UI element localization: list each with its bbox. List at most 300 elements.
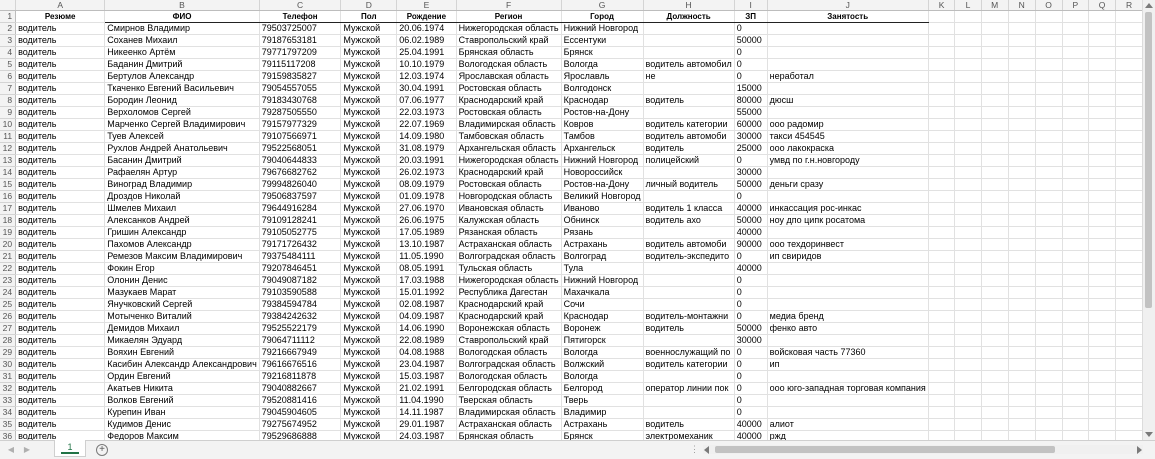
cell[interactable]: медиа бренд bbox=[767, 311, 928, 323]
cell[interactable]: 40000 bbox=[734, 263, 767, 275]
cell[interactable]: Акатьев Никита bbox=[105, 383, 260, 395]
cell[interactable] bbox=[1062, 395, 1089, 407]
cell[interactable] bbox=[981, 83, 1008, 95]
cell[interactable] bbox=[928, 107, 955, 119]
cell[interactable]: Мужской bbox=[341, 59, 397, 71]
cell[interactable]: Ремезов Максим Владимирович bbox=[105, 251, 260, 263]
cell[interactable]: алиот bbox=[767, 419, 928, 431]
cell[interactable]: ооо техдоринвест bbox=[767, 239, 928, 251]
cell[interactable]: 79171726432 bbox=[259, 239, 341, 251]
cell[interactable] bbox=[1008, 347, 1035, 359]
cell[interactable] bbox=[1116, 203, 1143, 215]
cell[interactable] bbox=[1116, 215, 1143, 227]
cell[interactable] bbox=[1062, 311, 1089, 323]
column-header-r[interactable]: R bbox=[1116, 0, 1143, 11]
cell[interactable]: 40000 bbox=[734, 419, 767, 431]
cell[interactable]: 29.01.1987 bbox=[397, 419, 456, 431]
cell[interactable]: Басанин Дмитрий bbox=[105, 155, 260, 167]
row-number[interactable]: 19 bbox=[0, 227, 16, 239]
cell[interactable]: Мужской bbox=[341, 47, 397, 59]
cell[interactable]: Мужской bbox=[341, 83, 397, 95]
cell[interactable]: 0 bbox=[734, 395, 767, 407]
cell[interactable]: 79040644833 bbox=[259, 155, 341, 167]
cell[interactable] bbox=[928, 191, 955, 203]
cell[interactable] bbox=[1116, 323, 1143, 335]
cell[interactable] bbox=[928, 239, 955, 251]
cell[interactable]: Мужской bbox=[341, 347, 397, 359]
cell[interactable] bbox=[955, 239, 981, 251]
cell[interactable] bbox=[928, 119, 955, 131]
cell[interactable] bbox=[1035, 299, 1062, 311]
cell[interactable] bbox=[928, 263, 955, 275]
cell[interactable] bbox=[1062, 335, 1089, 347]
cell[interactable] bbox=[1062, 191, 1089, 203]
cell[interactable]: 40000 bbox=[734, 227, 767, 239]
cell[interactable] bbox=[1062, 119, 1089, 131]
cell[interactable] bbox=[955, 119, 981, 131]
cell[interactable]: Краснодарский край bbox=[456, 95, 561, 107]
cell[interactable]: Алексанков Андрей bbox=[105, 215, 260, 227]
cell[interactable] bbox=[955, 371, 981, 383]
cell[interactable] bbox=[1062, 371, 1089, 383]
cell[interactable] bbox=[955, 419, 981, 431]
cell[interactable]: 22.08.1989 bbox=[397, 335, 456, 347]
row-number[interactable]: 26 bbox=[0, 311, 16, 323]
cell[interactable] bbox=[1008, 155, 1035, 167]
cell[interactable]: Ставропольский край bbox=[456, 35, 561, 47]
cell[interactable]: Верхоломов Сергей bbox=[105, 107, 260, 119]
cell[interactable]: 79049087182 bbox=[259, 275, 341, 287]
cell[interactable] bbox=[955, 35, 981, 47]
cell[interactable]: 11.05.1990 bbox=[397, 251, 456, 263]
cell[interactable]: оператор линии пок bbox=[643, 383, 734, 395]
cell[interactable]: Нижний Новгород bbox=[561, 275, 643, 287]
cell[interactable]: Нижегородская область bbox=[456, 275, 561, 287]
cell[interactable]: 79040882667 bbox=[259, 383, 341, 395]
cell[interactable] bbox=[1035, 371, 1062, 383]
cell[interactable]: 79644916284 bbox=[259, 203, 341, 215]
cell[interactable]: 24.03.1987 bbox=[397, 431, 456, 441]
cell[interactable] bbox=[981, 107, 1008, 119]
header-cell[interactable]: Занятость bbox=[767, 11, 928, 23]
cell[interactable]: Ростов-на-Дону bbox=[561, 179, 643, 191]
add-sheet-button[interactable] bbox=[96, 444, 108, 456]
cell[interactable]: 01.09.1978 bbox=[397, 191, 456, 203]
cell[interactable]: 79520881416 bbox=[259, 395, 341, 407]
cell[interactable]: 40000 bbox=[734, 203, 767, 215]
cell[interactable] bbox=[1116, 227, 1143, 239]
cell[interactable] bbox=[928, 383, 955, 395]
cell[interactable] bbox=[1008, 35, 1035, 47]
cell[interactable] bbox=[981, 347, 1008, 359]
cell[interactable]: 79994826040 bbox=[259, 179, 341, 191]
cell[interactable] bbox=[955, 275, 981, 287]
cell[interactable] bbox=[981, 95, 1008, 107]
cell[interactable]: 0 bbox=[734, 251, 767, 263]
cell[interactable]: водитель bbox=[16, 155, 105, 167]
cell[interactable]: водитель bbox=[16, 251, 105, 263]
cell[interactable] bbox=[1035, 239, 1062, 251]
cell[interactable] bbox=[981, 179, 1008, 191]
cell[interactable] bbox=[1035, 395, 1062, 407]
cell[interactable] bbox=[1062, 407, 1089, 419]
cell[interactable] bbox=[1089, 23, 1116, 35]
cell[interactable]: Краснодар bbox=[561, 95, 643, 107]
cell[interactable] bbox=[1116, 131, 1143, 143]
row-number[interactable]: 13 bbox=[0, 155, 16, 167]
cell[interactable]: ооо юго-западная торговая компания bbox=[767, 383, 928, 395]
cell[interactable] bbox=[955, 395, 981, 407]
cell[interactable] bbox=[955, 287, 981, 299]
cell[interactable]: Тверская область bbox=[456, 395, 561, 407]
cell[interactable]: Нижегородская область bbox=[456, 23, 561, 35]
cell[interactable] bbox=[1008, 419, 1035, 431]
cell[interactable] bbox=[955, 23, 981, 35]
cell[interactable]: 79054557055 bbox=[259, 83, 341, 95]
cell[interactable] bbox=[955, 71, 981, 83]
cell[interactable]: Астрахань bbox=[561, 239, 643, 251]
cell[interactable]: 21.02.1991 bbox=[397, 383, 456, 395]
cell[interactable]: Архангельская область bbox=[456, 143, 561, 155]
cell[interactable]: 0 bbox=[734, 59, 767, 71]
cell[interactable] bbox=[1035, 323, 1062, 335]
cell[interactable]: 79771797209 bbox=[259, 47, 341, 59]
cell[interactable] bbox=[981, 323, 1008, 335]
cell[interactable] bbox=[1062, 23, 1089, 35]
cell[interactable]: Вологодская область bbox=[456, 59, 561, 71]
cell[interactable]: Мужской bbox=[341, 155, 397, 167]
cell[interactable] bbox=[1062, 167, 1089, 179]
cell[interactable]: Вологодская область bbox=[456, 371, 561, 383]
row-number[interactable]: 35 bbox=[0, 419, 16, 431]
row-number[interactable]: 16 bbox=[0, 191, 16, 203]
cell[interactable] bbox=[928, 179, 955, 191]
cell[interactable] bbox=[955, 203, 981, 215]
cell[interactable] bbox=[1089, 275, 1116, 287]
cell[interactable]: Мужской bbox=[341, 419, 397, 431]
cell[interactable]: водитель bbox=[16, 59, 105, 71]
cell[interactable] bbox=[767, 47, 928, 59]
cell[interactable]: Владимирская область bbox=[456, 119, 561, 131]
cell[interactable]: Мужской bbox=[341, 71, 397, 83]
cell[interactable]: 79105052775 bbox=[259, 227, 341, 239]
cell[interactable]: 90000 bbox=[734, 239, 767, 251]
cell[interactable]: 79109128241 bbox=[259, 215, 341, 227]
cell[interactable] bbox=[981, 143, 1008, 155]
cell[interactable]: 79384242632 bbox=[259, 311, 341, 323]
cell[interactable] bbox=[1116, 395, 1143, 407]
cell[interactable] bbox=[1008, 203, 1035, 215]
cell[interactable]: Бертулов Александр bbox=[105, 71, 260, 83]
cell[interactable]: Мужской bbox=[341, 215, 397, 227]
cell[interactable] bbox=[1062, 275, 1089, 287]
cell[interactable]: Мужской bbox=[341, 251, 397, 263]
cell[interactable] bbox=[955, 359, 981, 371]
cell[interactable] bbox=[928, 359, 955, 371]
cell[interactable]: 79375484111 bbox=[259, 251, 341, 263]
cell[interactable] bbox=[1008, 227, 1035, 239]
cell[interactable]: Мужской bbox=[341, 299, 397, 311]
cell[interactable]: Ярославская область bbox=[456, 71, 561, 83]
cell[interactable] bbox=[1116, 431, 1143, 441]
cell[interactable]: 20.03.1991 bbox=[397, 155, 456, 167]
cell[interactable]: Владимир bbox=[561, 407, 643, 419]
cell[interactable] bbox=[767, 191, 928, 203]
header-cell[interactable] bbox=[928, 11, 955, 23]
cell[interactable] bbox=[928, 299, 955, 311]
cell[interactable]: 79216811878 bbox=[259, 371, 341, 383]
cell[interactable] bbox=[1089, 347, 1116, 359]
cell[interactable]: Мужской bbox=[341, 203, 397, 215]
cell[interactable] bbox=[1062, 299, 1089, 311]
cell[interactable] bbox=[767, 263, 928, 275]
cell[interactable]: водитель bbox=[16, 71, 105, 83]
cell[interactable]: Соханев Михаил bbox=[105, 35, 260, 47]
cell[interactable]: 27.06.1970 bbox=[397, 203, 456, 215]
cell[interactable] bbox=[1062, 347, 1089, 359]
cell[interactable] bbox=[1089, 383, 1116, 395]
cell[interactable] bbox=[955, 191, 981, 203]
cell[interactable] bbox=[1008, 407, 1035, 419]
cell[interactable]: 14.06.1990 bbox=[397, 323, 456, 335]
cell[interactable]: Мужской bbox=[341, 395, 397, 407]
cell[interactable]: Ивановская область bbox=[456, 203, 561, 215]
cell[interactable]: 25.04.1991 bbox=[397, 47, 456, 59]
cell[interactable]: водитель bbox=[16, 35, 105, 47]
cell[interactable] bbox=[643, 299, 734, 311]
cell[interactable] bbox=[1035, 191, 1062, 203]
header-cell[interactable]: ФИО bbox=[105, 11, 260, 23]
cell[interactable] bbox=[767, 371, 928, 383]
header-cell[interactable] bbox=[1008, 11, 1035, 23]
cell[interactable] bbox=[1035, 47, 1062, 59]
cell[interactable]: Вологда bbox=[561, 371, 643, 383]
cell[interactable] bbox=[981, 419, 1008, 431]
cell[interactable] bbox=[928, 167, 955, 179]
cell[interactable] bbox=[643, 395, 734, 407]
cell[interactable] bbox=[1089, 107, 1116, 119]
cell[interactable] bbox=[1062, 59, 1089, 71]
cell[interactable] bbox=[1116, 239, 1143, 251]
cell[interactable]: Вологодская область bbox=[456, 347, 561, 359]
row-number[interactable]: 8 bbox=[0, 95, 16, 107]
cell[interactable] bbox=[981, 383, 1008, 395]
cell[interactable] bbox=[981, 395, 1008, 407]
cell[interactable] bbox=[955, 311, 981, 323]
cell[interactable]: водитель bbox=[16, 215, 105, 227]
cell[interactable] bbox=[1008, 131, 1035, 143]
cell[interactable]: 26.06.1975 bbox=[397, 215, 456, 227]
cell[interactable] bbox=[928, 227, 955, 239]
cell[interactable]: Микаелян Эдуард bbox=[105, 335, 260, 347]
cell[interactable] bbox=[767, 59, 928, 71]
cell[interactable]: Владимирская область bbox=[456, 407, 561, 419]
cell[interactable]: Тамбовская область bbox=[456, 131, 561, 143]
cell[interactable] bbox=[1089, 395, 1116, 407]
cell[interactable]: Ростов-на-Дону bbox=[561, 107, 643, 119]
cell[interactable] bbox=[928, 155, 955, 167]
cell[interactable]: Марченко Сергей Владимирович bbox=[105, 119, 260, 131]
cell[interactable]: 17.03.1988 bbox=[397, 275, 456, 287]
cell[interactable]: 08.05.1991 bbox=[397, 263, 456, 275]
cell[interactable] bbox=[1035, 179, 1062, 191]
cell[interactable] bbox=[1089, 131, 1116, 143]
cell[interactable] bbox=[1089, 323, 1116, 335]
cell[interactable] bbox=[1116, 95, 1143, 107]
column-header-f[interactable]: F bbox=[456, 0, 561, 11]
cell[interactable]: фенко авто bbox=[767, 323, 928, 335]
cell[interactable] bbox=[643, 35, 734, 47]
cell[interactable]: 04.09.1987 bbox=[397, 311, 456, 323]
cell[interactable] bbox=[1035, 263, 1062, 275]
row-number[interactable]: 4 bbox=[0, 47, 16, 59]
cell[interactable] bbox=[1089, 215, 1116, 227]
cell[interactable]: 31.08.1979 bbox=[397, 143, 456, 155]
scroll-down-icon[interactable] bbox=[1145, 432, 1153, 437]
cell[interactable]: Воронежская область bbox=[456, 323, 561, 335]
cell[interactable] bbox=[981, 335, 1008, 347]
cell[interactable] bbox=[981, 71, 1008, 83]
cell[interactable] bbox=[643, 107, 734, 119]
cell[interactable] bbox=[981, 371, 1008, 383]
cell[interactable] bbox=[1089, 191, 1116, 203]
cell[interactable]: Ессентуки bbox=[561, 35, 643, 47]
cell[interactable]: водитель bbox=[16, 47, 105, 59]
cell[interactable]: 26.02.1973 bbox=[397, 167, 456, 179]
cell[interactable]: Мужской bbox=[341, 191, 397, 203]
header-cell[interactable]: Телефон bbox=[259, 11, 341, 23]
cell[interactable]: Мужской bbox=[341, 335, 397, 347]
cell[interactable]: водитель bbox=[16, 107, 105, 119]
cell[interactable]: 0 bbox=[734, 23, 767, 35]
cell[interactable]: 79159835827 bbox=[259, 71, 341, 83]
scroll-right-icon[interactable] bbox=[1137, 446, 1142, 454]
cell[interactable]: водитель bbox=[16, 167, 105, 179]
cell[interactable]: Фокин Егор bbox=[105, 263, 260, 275]
cell[interactable] bbox=[1062, 215, 1089, 227]
cell[interactable]: водитель bbox=[16, 395, 105, 407]
cell[interactable] bbox=[955, 407, 981, 419]
tab-splitter-icon[interactable]: ⋮ bbox=[690, 444, 700, 454]
cell[interactable] bbox=[928, 23, 955, 35]
cell[interactable] bbox=[1035, 227, 1062, 239]
header-cell[interactable] bbox=[981, 11, 1008, 23]
cell[interactable]: водитель bbox=[16, 179, 105, 191]
cell[interactable] bbox=[955, 167, 981, 179]
cell[interactable] bbox=[1035, 251, 1062, 263]
cell[interactable] bbox=[981, 359, 1008, 371]
cell[interactable]: водитель bbox=[16, 359, 105, 371]
cell[interactable]: Тула bbox=[561, 263, 643, 275]
cell[interactable]: Тамбов bbox=[561, 131, 643, 143]
cell[interactable]: 79045904605 bbox=[259, 407, 341, 419]
cell[interactable] bbox=[643, 407, 734, 419]
cell[interactable] bbox=[928, 71, 955, 83]
cell[interactable] bbox=[1008, 119, 1035, 131]
cell[interactable]: Ростовская область bbox=[456, 83, 561, 95]
cell[interactable]: 60000 bbox=[734, 119, 767, 131]
column-header-l[interactable]: L bbox=[955, 0, 981, 11]
cell[interactable]: водитель bbox=[16, 419, 105, 431]
cell[interactable]: Мужской bbox=[341, 119, 397, 131]
cell[interactable]: 17.05.1989 bbox=[397, 227, 456, 239]
cell[interactable]: Мужской bbox=[341, 23, 397, 35]
cell[interactable]: 13.10.1987 bbox=[397, 239, 456, 251]
cell[interactable] bbox=[1062, 47, 1089, 59]
header-cell[interactable]: Резюме bbox=[16, 11, 105, 23]
cell[interactable] bbox=[1035, 131, 1062, 143]
column-header-k[interactable]: K bbox=[928, 0, 955, 11]
cell[interactable]: 79529686888 bbox=[259, 431, 341, 441]
cell[interactable] bbox=[1035, 383, 1062, 395]
cell[interactable]: 50000 bbox=[734, 323, 767, 335]
cell[interactable] bbox=[1089, 431, 1116, 441]
cell[interactable]: водитель bbox=[643, 323, 734, 335]
cell[interactable]: 0 bbox=[734, 47, 767, 59]
cell[interactable] bbox=[981, 119, 1008, 131]
cell[interactable] bbox=[643, 263, 734, 275]
cell[interactable] bbox=[955, 155, 981, 167]
cell[interactable]: Волгодонск bbox=[561, 83, 643, 95]
cell[interactable] bbox=[928, 143, 955, 155]
cell[interactable] bbox=[981, 215, 1008, 227]
cell[interactable] bbox=[955, 179, 981, 191]
cell[interactable]: водитель bbox=[16, 227, 105, 239]
cell[interactable] bbox=[1089, 311, 1116, 323]
header-cell[interactable] bbox=[1116, 11, 1143, 23]
cell[interactable] bbox=[1089, 335, 1116, 347]
cell[interactable]: 79183430768 bbox=[259, 95, 341, 107]
cell[interactable]: водитель автомобил bbox=[643, 59, 734, 71]
cell[interactable] bbox=[1008, 287, 1035, 299]
cell[interactable] bbox=[981, 35, 1008, 47]
cell[interactable]: электромеханик bbox=[643, 431, 734, 441]
cell[interactable]: 0 bbox=[734, 311, 767, 323]
cell[interactable] bbox=[1116, 167, 1143, 179]
cell[interactable] bbox=[1008, 23, 1035, 35]
cell[interactable] bbox=[1089, 203, 1116, 215]
cell[interactable] bbox=[1062, 143, 1089, 155]
row-number[interactable]: 2 bbox=[0, 23, 16, 35]
cell[interactable] bbox=[643, 371, 734, 383]
cell[interactable]: Вологда bbox=[561, 59, 643, 71]
cell[interactable] bbox=[1116, 311, 1143, 323]
cell[interactable] bbox=[955, 47, 981, 59]
cell[interactable] bbox=[928, 419, 955, 431]
cell[interactable] bbox=[1089, 287, 1116, 299]
cell[interactable]: Ордин Евгений bbox=[105, 371, 260, 383]
cell[interactable] bbox=[1116, 191, 1143, 203]
cell[interactable]: Мужской bbox=[341, 239, 397, 251]
cell[interactable] bbox=[1008, 71, 1035, 83]
cell[interactable] bbox=[1089, 239, 1116, 251]
cell[interactable]: 79187653181 bbox=[259, 35, 341, 47]
cell[interactable]: 79064711112 bbox=[259, 335, 341, 347]
cell[interactable] bbox=[1062, 131, 1089, 143]
cell[interactable]: Махачкала bbox=[561, 287, 643, 299]
cell[interactable]: Краснодарский край bbox=[456, 167, 561, 179]
cell[interactable] bbox=[1008, 47, 1035, 59]
cell[interactable]: 22.07.1969 bbox=[397, 119, 456, 131]
row-number[interactable]: 3 bbox=[0, 35, 16, 47]
row-number[interactable]: 12 bbox=[0, 143, 16, 155]
cell[interactable]: водитель категории bbox=[643, 119, 734, 131]
header-cell[interactable]: Пол bbox=[341, 11, 397, 23]
cell[interactable] bbox=[1008, 215, 1035, 227]
cell[interactable] bbox=[1116, 155, 1143, 167]
cell[interactable]: 0 bbox=[734, 299, 767, 311]
cell[interactable]: Мужской bbox=[341, 143, 397, 155]
